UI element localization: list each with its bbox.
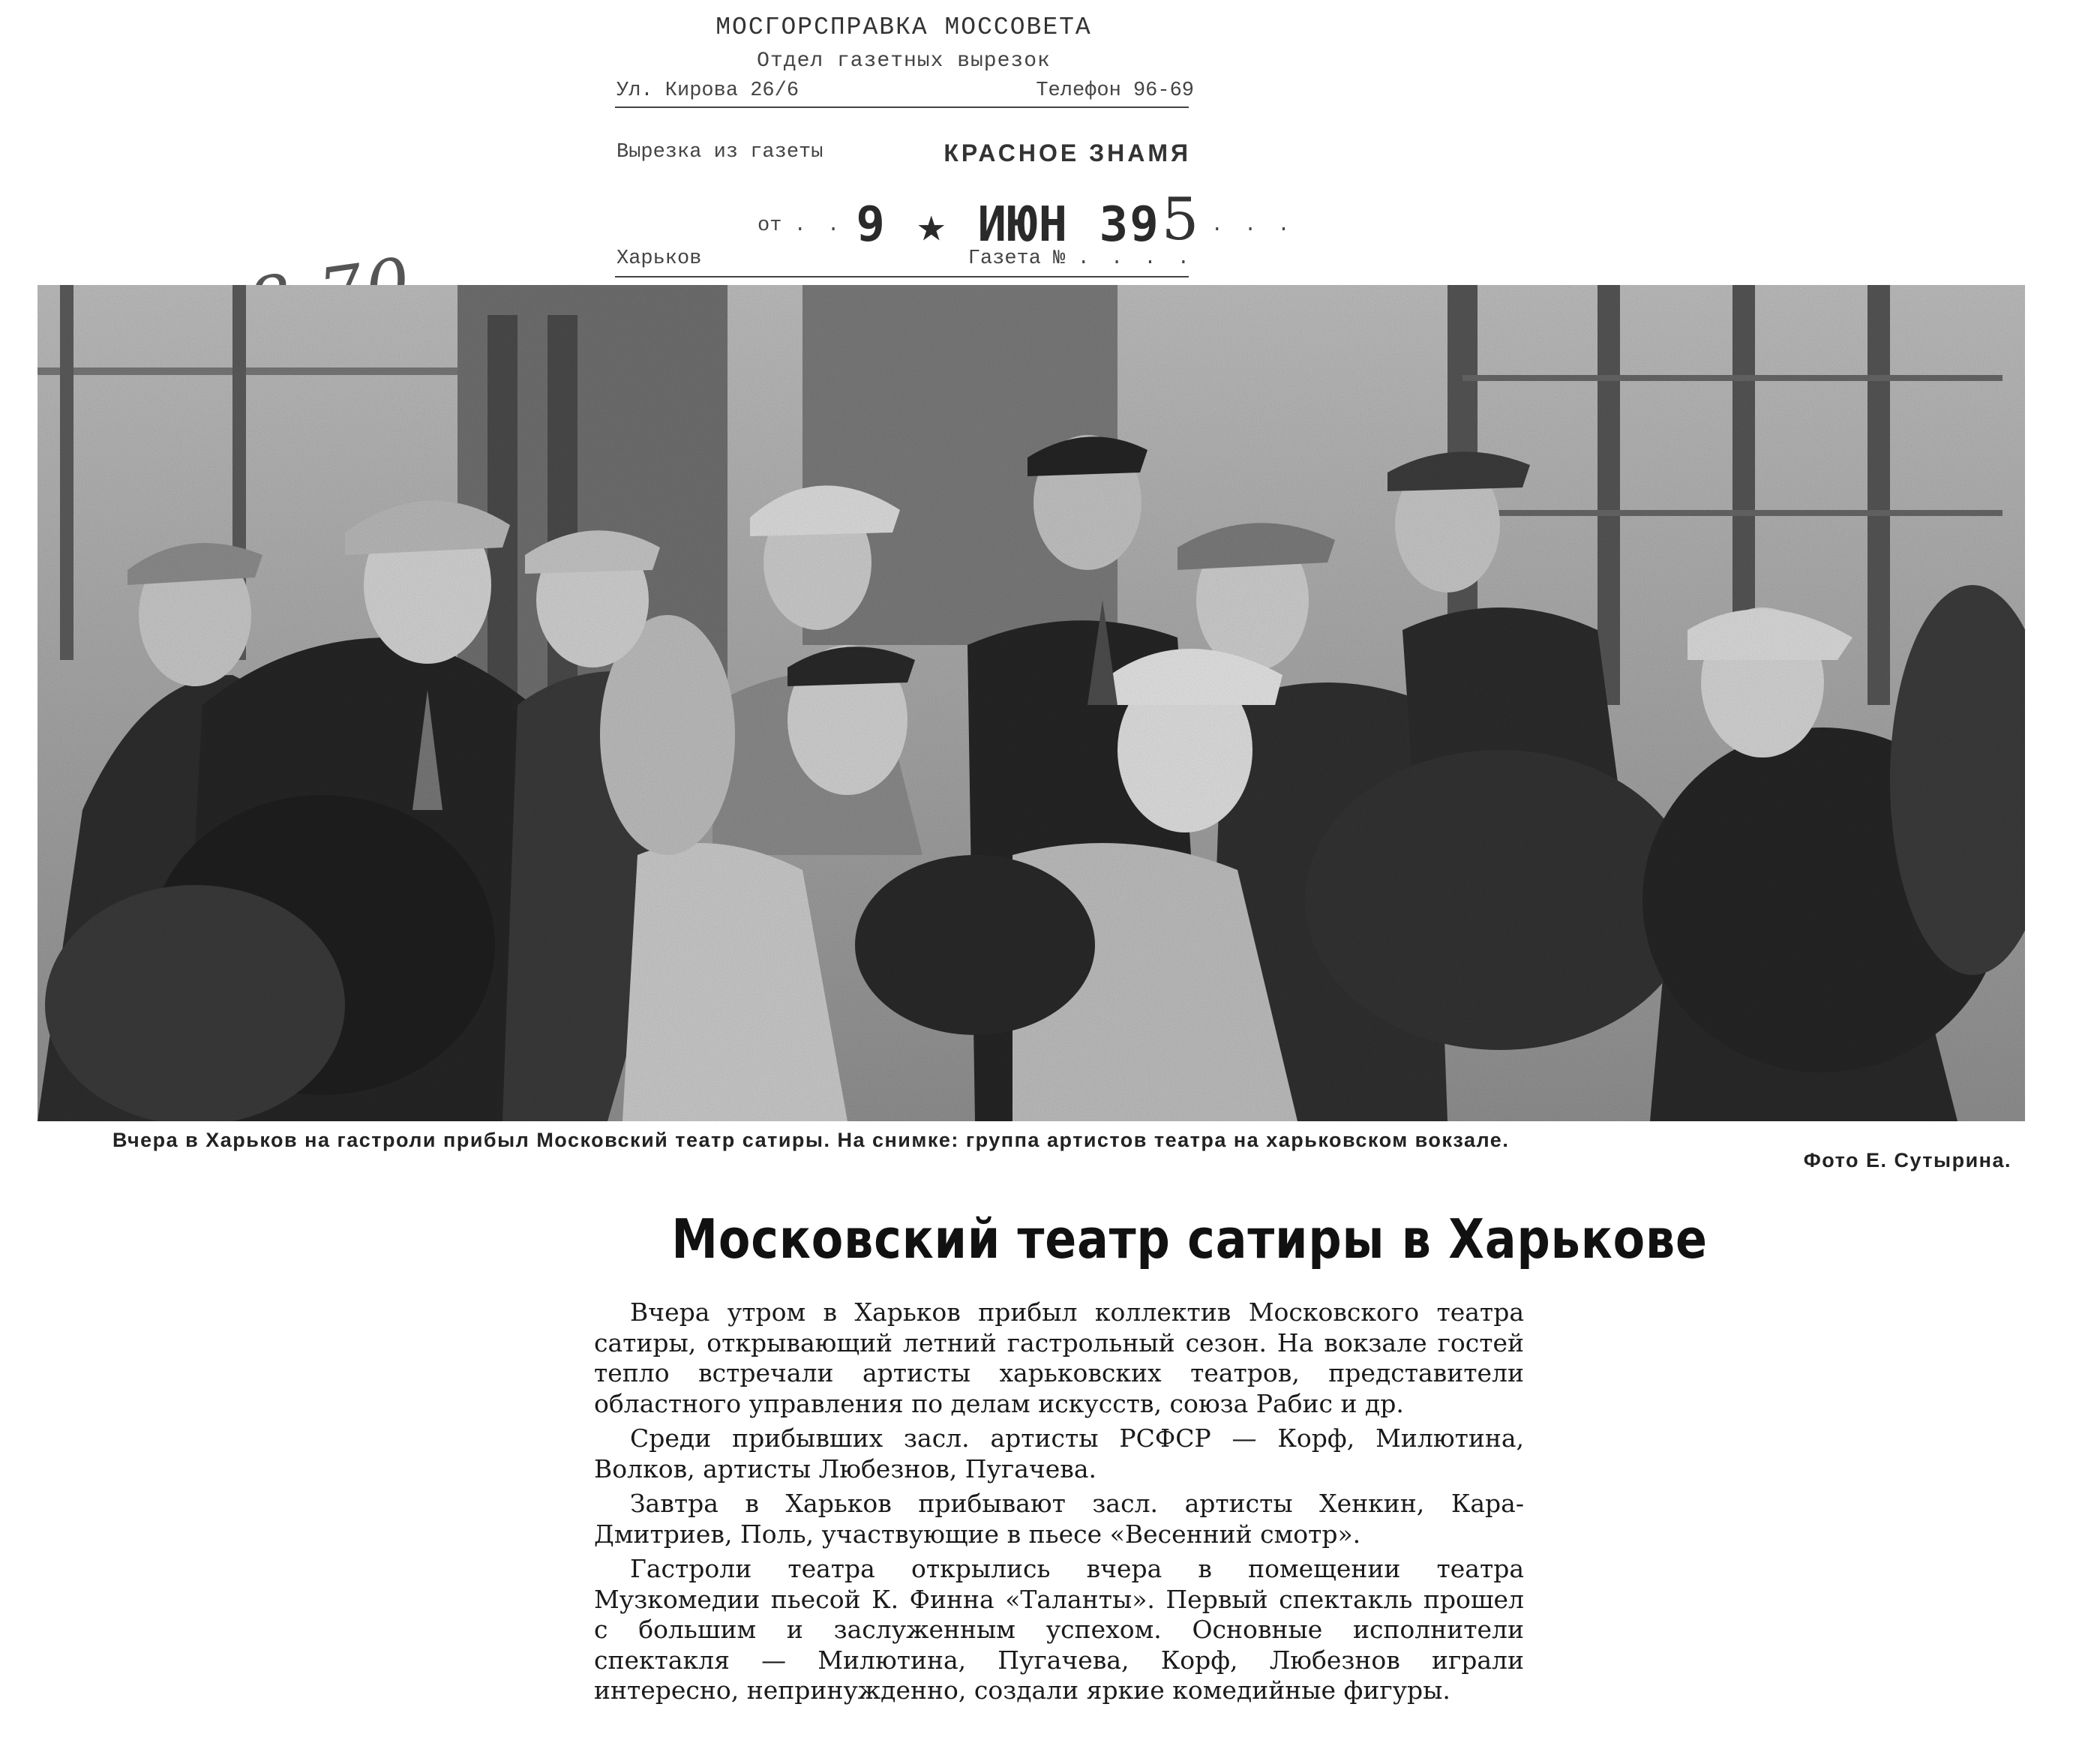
clipping-stamp [608,14,1294,280]
group-photo [38,285,2025,1121]
stamp-date-handwritten: 5 [1161,186,1199,254]
group-photo-image [38,285,2025,1121]
article-paragraph: Гастроли театра открылись вчера в помещении театра Музкомедии пьесой К. Финна «Таланты». Первый спектакль прошел с большим и заслуженным успехом. Основные исполнители спектакля — Милютина, Пугачева, Корф, Любезнов играли интересно, непринужденно, создали яркие комедийные фигуры. [594,1554,1524,1705]
stamp-address-row [616,80,1194,102]
stamp-clipping-label: Вырезка из газеты [616,141,824,164]
stamp-divider [615,106,1189,108]
stamp-date: 9 ★ ИЮН 39 [856,196,1160,253]
stamp-department: Отдел газетных вырезок [757,50,1051,73]
stamp-newspaper-name: КРАСНОЕ ЗНАМЯ [944,140,1191,166]
stamp-bottom-divider [615,276,1189,278]
stamp-date-row: от . . 9 ★ ИЮН 395 . . . [758,186,1294,254]
stamp-address: Ул. Кирова 26/6 [616,80,800,102]
article-paragraph: Вчера утром в Харьков прибыл коллектив Московского театра сатиры, открывающий летний гастрольный сезон. На вокзале гостей тепло встречали артисты харьковских театров, представители областного управления по делам искусств, союза Рабис и др. [594,1298,1524,1418]
article-body [594,1298,1524,1711]
photo-caption: Вчера в Харьков на гастроли прибыл Московский театр сатиры. На снимке: группа артистов театра на харьковском вокзале. [112,1129,1510,1151]
stamp-organization: МОСГОРСПРАВКА МОССОВЕТА [716,14,1092,41]
article-paragraph: Среди прибывших засл. артисты РСФСР — Корф, Милютина, Волков, артисты Любезнов, Пугачева. [594,1424,1524,1484]
stamp-city-row [616,248,1194,270]
article-headline: Московский театр сатиры в Харькове [671,1208,1708,1270]
stamp-issue-label: Газета № . . . . [968,248,1194,270]
stamp-city: Харьков [616,248,702,270]
photo-credit: Фото Е. Сутырина. [1803,1149,2012,1172]
article-paragraph: Завтра в Харьков прибывают засл. артисты Хенкин, Кара-Дмитриев, Поль, участвующие в пьесе «Весенний смотр». [594,1489,1524,1549]
stamp-date-prefix: от [758,214,782,237]
stamp-phone: Телефон 96-69 [1036,80,1194,102]
